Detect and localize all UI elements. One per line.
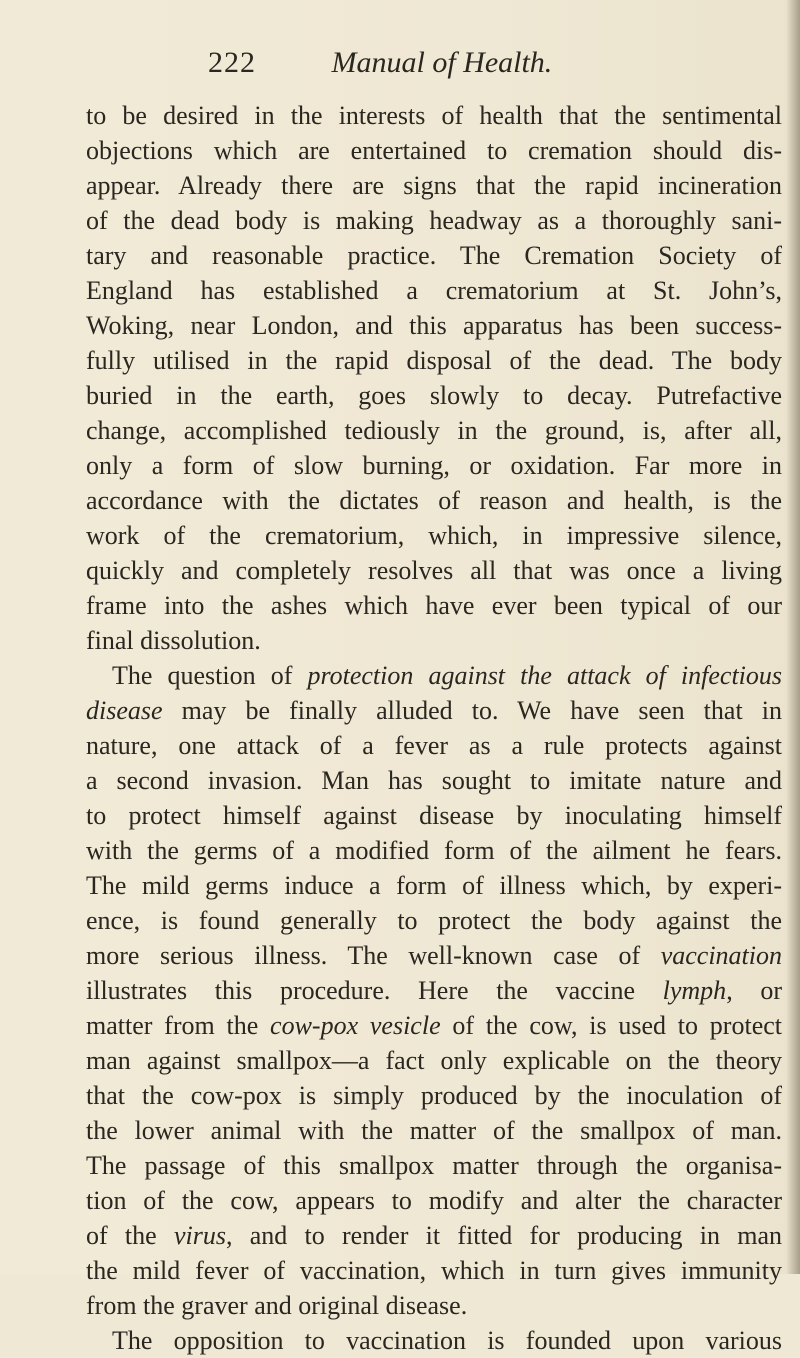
text-line (86, 1148, 782, 1183)
text-segment: nature, one attack of a fever as a rule protects against (86, 731, 782, 760)
text-segment: a second invasion. Man has sought to imitate nature and (86, 766, 782, 795)
text-line (86, 483, 782, 518)
text-line (86, 203, 782, 238)
text-segment: fully utilised in the rapid disposal of the dead. The body (86, 346, 782, 375)
text-line (86, 98, 782, 133)
text-line (86, 1323, 782, 1358)
text-line (86, 448, 782, 483)
text-line (86, 1218, 782, 1253)
text-line (86, 728, 782, 763)
text-segment: , and to render it fitted for producing in man (225, 1221, 782, 1250)
text-line (86, 518, 782, 553)
text-segment: work of the crematorium, which, in impressive silence, (86, 521, 782, 550)
text-segment: more serious illness. The well-known case of (86, 941, 661, 970)
text-segment: ence, is found generally to protect the body against the (86, 906, 782, 935)
text-segment: frame into the ashes which have ever been typical of our (86, 591, 782, 620)
text-segment: objections which are entertained to cremation should dis- (86, 136, 782, 165)
text-line (86, 693, 782, 728)
text-line (86, 1008, 782, 1043)
text-line (86, 553, 782, 588)
text-line (86, 1078, 782, 1113)
text-line (86, 133, 782, 168)
text-segment: the lower animal with the matter of the smallpox of man. (86, 1116, 782, 1145)
italic-text: virus (173, 1221, 226, 1250)
text-line (86, 1183, 782, 1218)
italic-text: protection against the attack of infectious (307, 661, 782, 690)
text-segment: to protect himself against disease by inoculating himself (86, 801, 782, 830)
text-segment: to be desired in the interests of health that the sentimental (86, 101, 782, 130)
body-text (86, 98, 782, 1358)
page-edge-shadow (786, 0, 800, 1274)
text-segment: Woking, near London, and this apparatus has been success- (86, 311, 782, 340)
text-line (86, 1253, 782, 1288)
text-line (86, 378, 782, 413)
page-header (208, 43, 552, 83)
text-segment: the mild fever of vaccination, which in turn gives immunity (86, 1256, 782, 1285)
text-line (86, 1288, 782, 1323)
text-line (86, 588, 782, 623)
text-segment: tion of the cow, appears to modify and alter the character (86, 1186, 782, 1215)
text-segment: The opposition to vaccination is founded upon various (112, 1326, 782, 1355)
text-line (86, 868, 782, 903)
text-line (86, 938, 782, 973)
text-segment: buried in the earth, goes slowly to decay. Putrefactive (86, 381, 782, 410)
text-segment: only a form of slow burning, or oxidation. Far more in (86, 451, 782, 480)
text-line (86, 833, 782, 868)
text-line (86, 1043, 782, 1078)
text-segment: from the graver and original disease. (86, 1291, 468, 1320)
text-segment: of the (86, 1221, 174, 1250)
text-segment: may be finally alluded to. We have seen that in (162, 696, 782, 725)
text-segment: tary and reasonable practice. The Cremation Society of (86, 241, 782, 270)
text-segment: final dissolution. (86, 626, 261, 655)
text-line (86, 763, 782, 798)
text-segment: appear. Already there are signs that the rapid incineration (86, 171, 782, 200)
text-line (86, 238, 782, 273)
text-segment: accordance with the dictates of reason and health, is the (86, 486, 782, 515)
text-line (86, 308, 782, 343)
text-line (86, 903, 782, 938)
text-line (86, 973, 782, 1008)
text-segment: illustrates this procedure. Here the vaccine (86, 976, 663, 1005)
text-line (86, 273, 782, 308)
text-line (86, 413, 782, 448)
text-segment: The mild germs induce a form of illness which, by experi- (86, 871, 782, 900)
text-line (86, 798, 782, 833)
text-line (86, 168, 782, 203)
text-segment: England has established a crematorium at St. John’s, (86, 276, 782, 305)
running-title: Manual of Health. (331, 46, 553, 79)
text-segment: The passage of this smallpox matter through the organisa- (86, 1151, 782, 1180)
text-line (86, 658, 782, 693)
text-segment: matter from the (86, 1011, 271, 1040)
text-segment: change, accomplished tediously in the ground, is, after all, (86, 416, 782, 445)
text-line (86, 1113, 782, 1148)
page-number: 222 (208, 46, 256, 79)
italic-text: disease (86, 696, 163, 725)
text-segment: , or (726, 976, 782, 1005)
text-segment: that the cow-pox is simply produced by the inoculation of (86, 1081, 782, 1110)
text-segment: quickly and completely resolves all that was once a living (86, 556, 782, 585)
text-line (86, 343, 782, 378)
italic-text: vaccination (660, 941, 782, 970)
italic-text: lymph (662, 976, 727, 1005)
italic-text: cow-pox vesicle (270, 1011, 441, 1040)
text-segment: of the cow, is used to protect (440, 1011, 782, 1040)
text-segment: with the germs of a modified form of the ailment he fears. (86, 836, 782, 865)
text-segment: The question of (112, 661, 308, 690)
text-segment: man against smallpox—a fact only explicable on the theory (86, 1046, 782, 1075)
text-line (86, 623, 782, 658)
text-segment: of the dead body is making headway as a thoroughly sani- (86, 206, 782, 235)
